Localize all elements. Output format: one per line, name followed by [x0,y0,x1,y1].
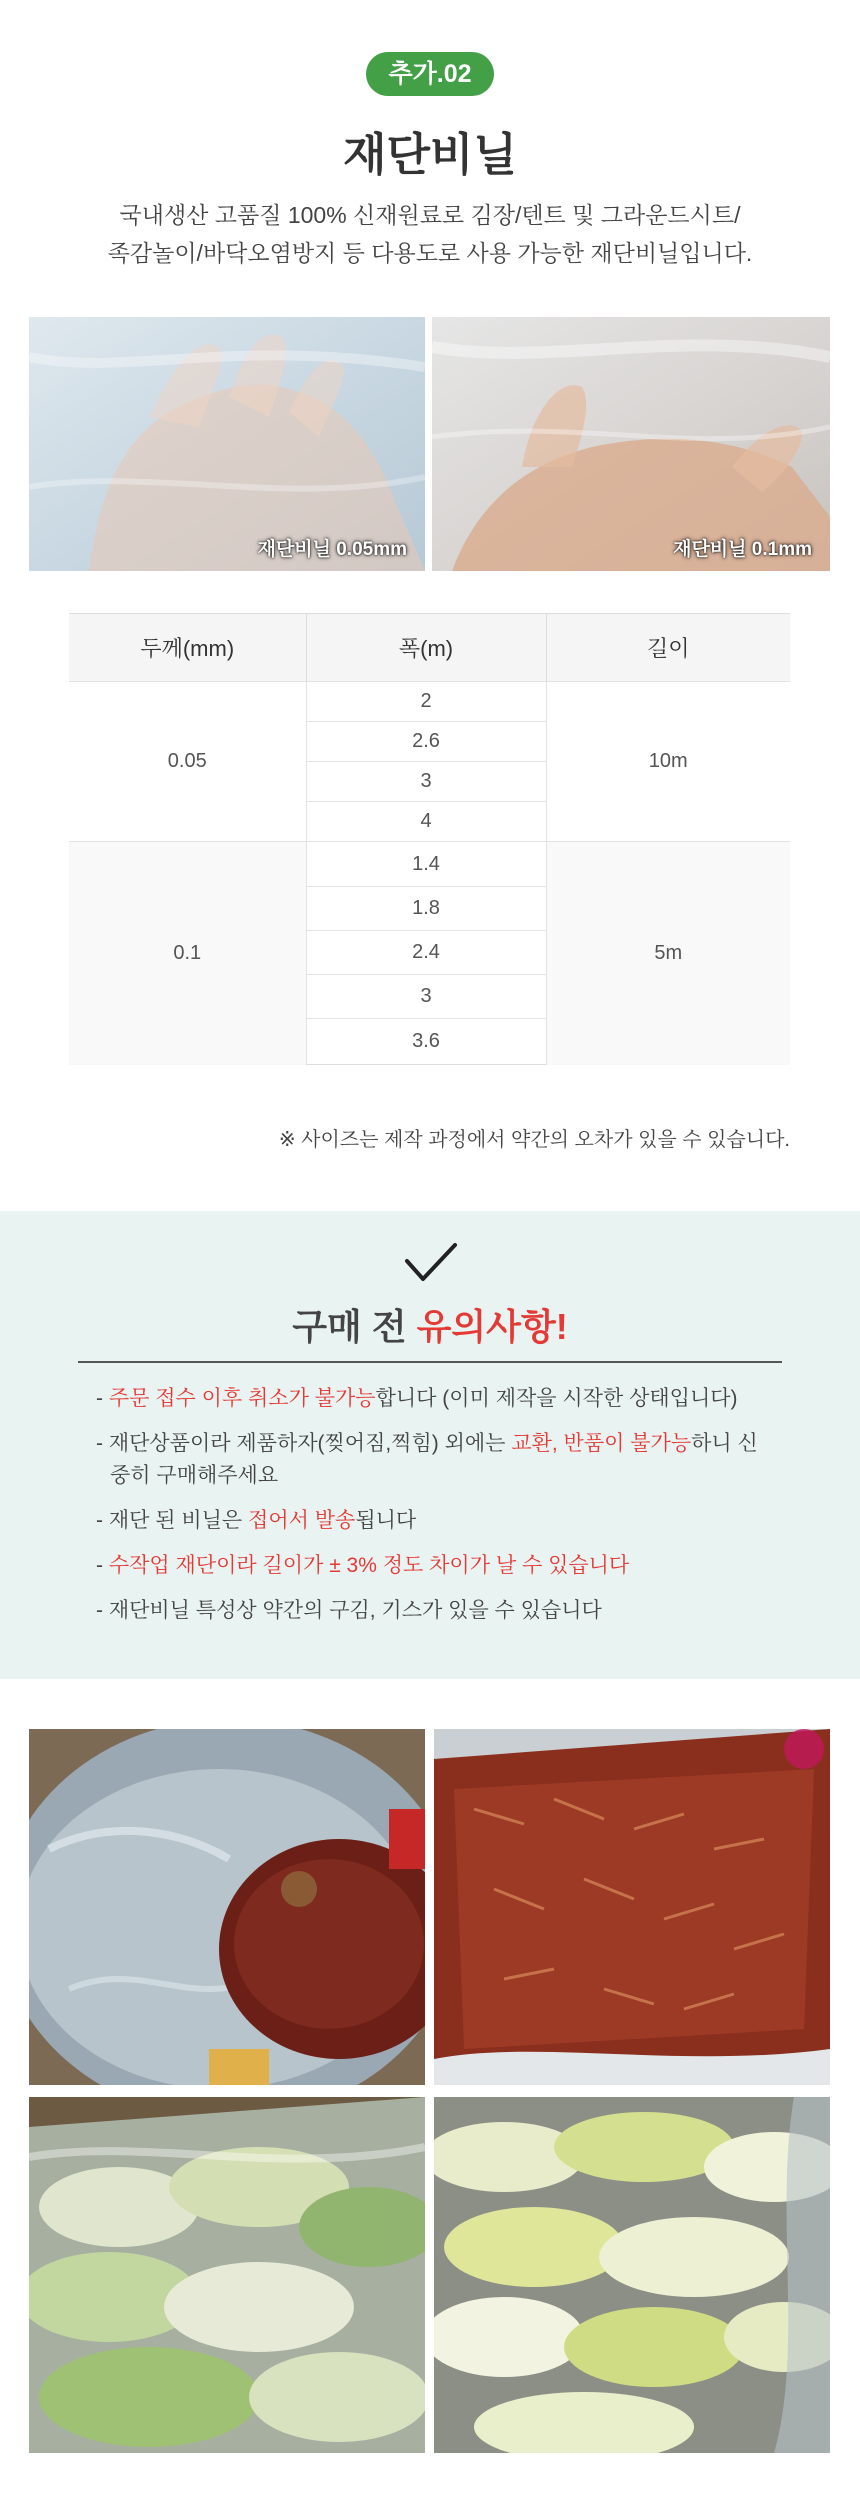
photo-vinyl-005 [29,317,425,571]
radish-seasoning-image [434,1729,830,2085]
photo-radish-seasoning [434,1729,830,2085]
notice-item: - 수작업 재단이라 길이가 ± 3% 정도 차이가 날 수 있습니다 [96,1554,630,1577]
header-length: 길이 [546,614,790,682]
width-cell: 2.4 [306,931,546,975]
hand-under-thin-vinyl-image [29,317,425,571]
length-cell: 10m [546,682,790,842]
notice-item: - 재단상품이라 제품하자(찢어짐,찍힘) 외에는 교환, 반품이 불가능하니 신중히 구매해주세요 [96,1432,758,1487]
description-line: 국내생산 고품질 100% 신재원료로 김장/텐트 및 그라운드시트/ [119,202,741,228]
divider [78,1361,782,1363]
width-cell: 1.4 [306,842,546,887]
notice-list [96,1383,776,1640]
header-thickness: 두께(mm) [69,614,306,682]
napa-cabbage-wrapped-image [29,2097,425,2453]
table-row [69,842,790,887]
notice-title-prefix: 구매 전 [292,1306,417,1347]
product-description [0,196,860,272]
description-line: 족감놀이/바닥오염방지 등 다용도로 사용 가능한 재단비닐입니다. [107,240,753,266]
width-cell: 2 [306,682,546,722]
width-cell: 1.8 [306,887,546,931]
width-cell: 4 [306,802,546,842]
photo-salted-cabbage [434,2097,830,2453]
spec-table [69,613,790,1065]
category-badge: 추가.02 [366,52,494,96]
photo-seasoning-in-vinyl [29,1729,425,2085]
size-tolerance-note: ※ 사이즈는 제작 과정에서 약간의 오차가 있을 수 있습니다. [278,1129,790,1151]
width-cell: 3.6 [306,1019,546,1065]
table-row [69,682,790,722]
checkmark-icon [403,1241,459,1285]
thickness-cell: 0.1 [69,842,306,1065]
notice-item: - 재단비닐 특성상 약간의 구김, 기스가 있을 수 있습니다 [96,1599,602,1622]
page-title: 재단비닐 [343,129,517,180]
thickness-cell: 0.05 [69,682,306,842]
hand-under-thick-vinyl-image [432,317,830,571]
photo-label: 재단비닐 0.1mm [673,539,812,560]
length-cell: 5m [546,842,790,1065]
photo-cabbage-wrapped [29,2097,425,2453]
width-cell: 3 [306,762,546,802]
table-header-row [69,614,790,682]
header-width: 폭(m) [306,614,546,682]
notice-item: - 재단 된 비닐은 접어서 발송됩니다 [96,1509,417,1532]
purchase-notice-section [0,1211,860,1679]
salted-cabbage-image [434,2097,830,2453]
width-cell: 3 [306,975,546,1019]
kimchi-seasoning-image [29,1729,425,2085]
notice-title-warning: 유의사항! [416,1306,568,1347]
notice-title [0,1299,860,1350]
width-cell: 2.6 [306,722,546,762]
notice-item: - 주문 접수 이후 취소가 불가능합니다 (이미 제작을 시작한 상태입니다) [96,1387,738,1410]
photo-label: 재단비닐 0.05mm [257,539,407,560]
photo-vinyl-01 [432,317,830,571]
